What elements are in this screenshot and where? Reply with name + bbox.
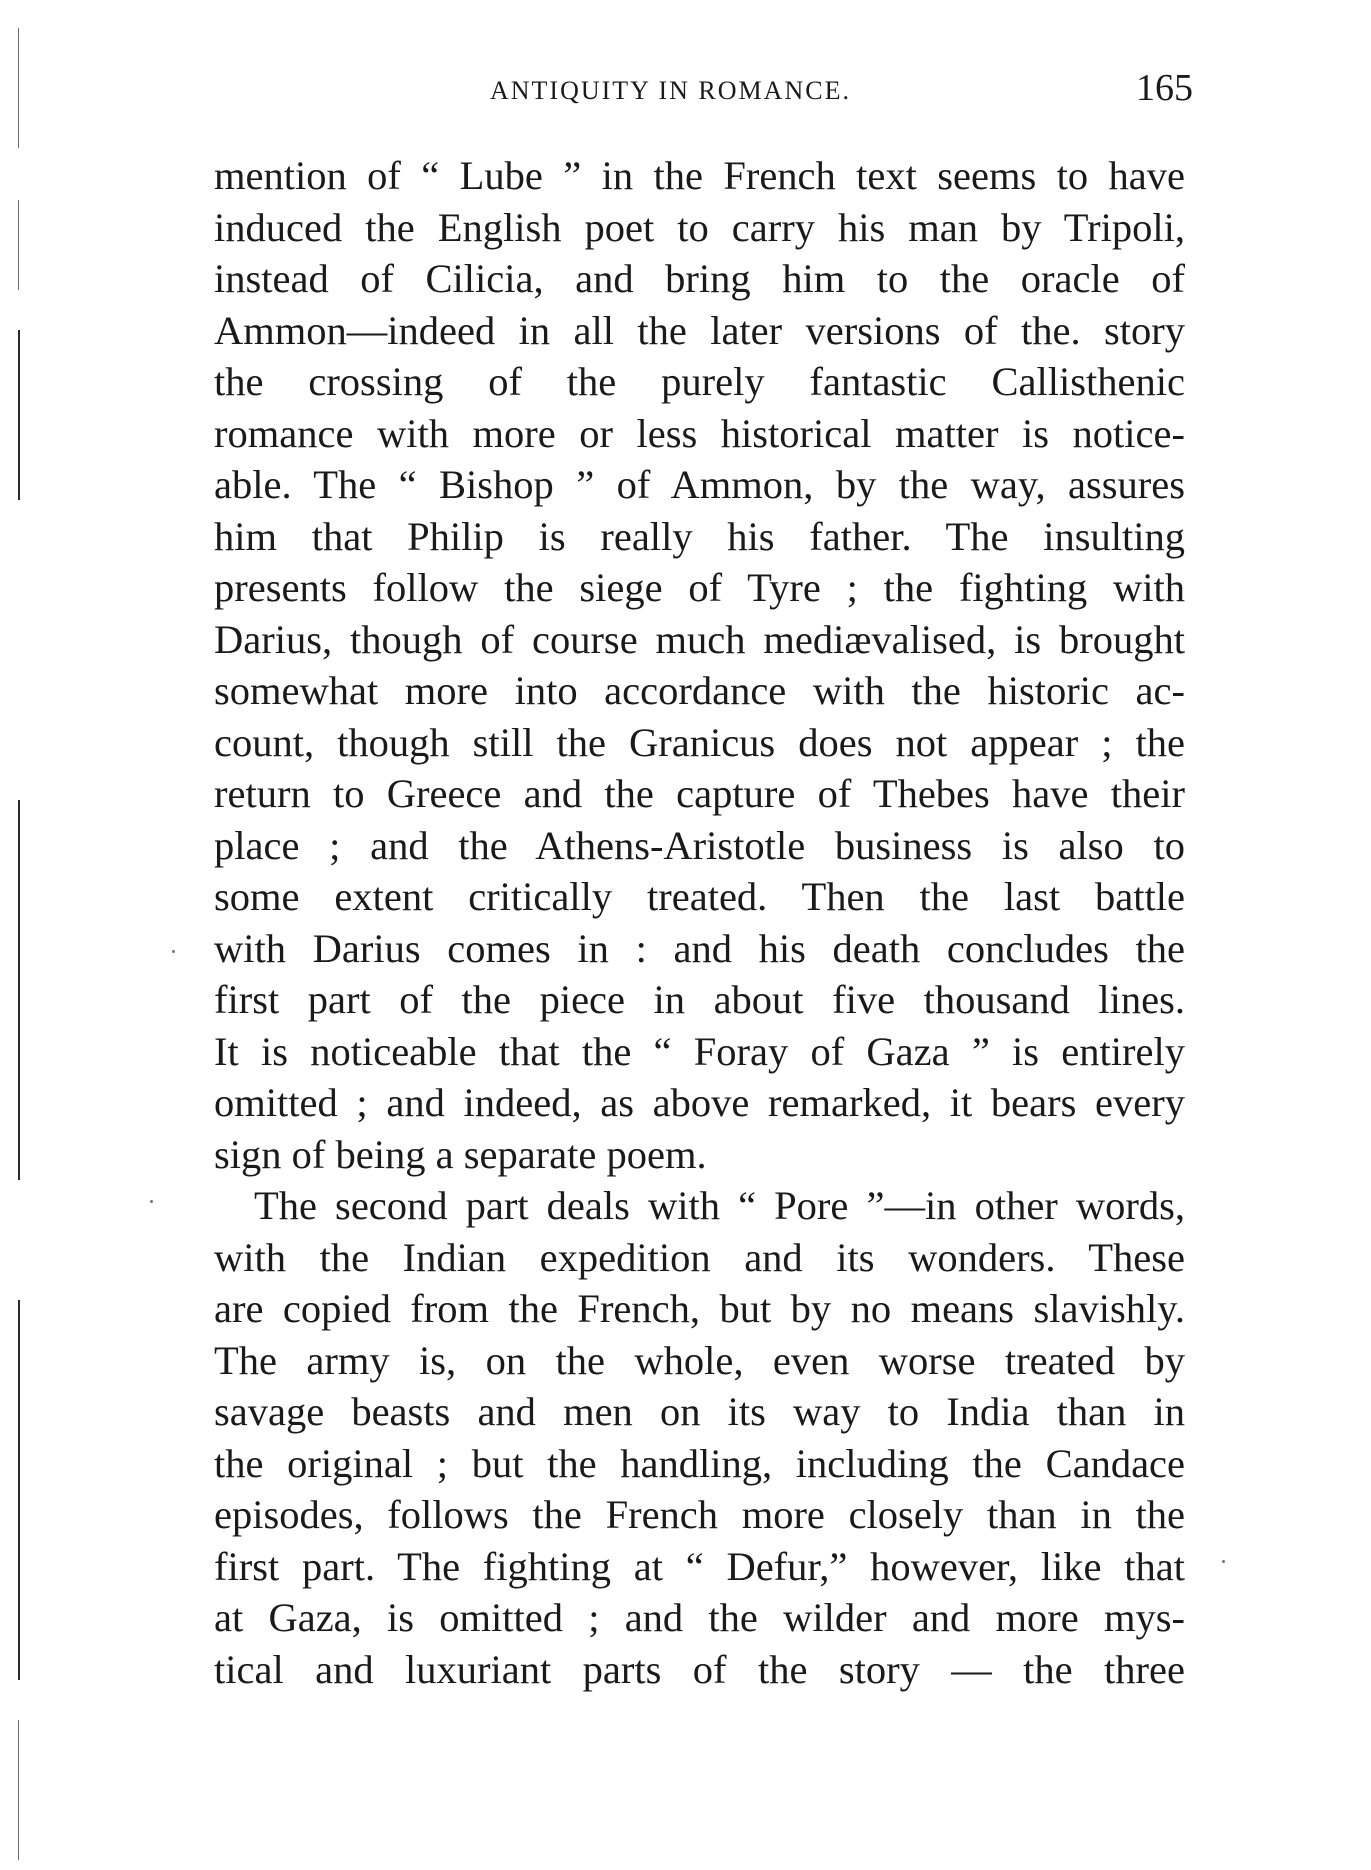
text-line: romance with more or less historical matter is notice-	[214, 410, 1185, 456]
text-line: the original ; but the handling, including the Candace	[214, 1440, 1185, 1486]
text-line: Darius, though of course much mediævalised, is brought	[214, 616, 1185, 662]
binding-edge-mark	[18, 200, 19, 290]
text-line: episodes, follows the French more closely than in the	[214, 1492, 1185, 1537]
text-line: mention of “ Lube ” in the French text seems to have	[214, 153, 1185, 198]
page-header	[210, 66, 1193, 114]
text-line: omitted ; and indeed, as above remarked, it bears every	[214, 1080, 1185, 1125]
text-line: The army is, on the whole, even worse treated by	[214, 1337, 1185, 1383]
text-line: are copied from the French, but by no means slavishly.	[214, 1286, 1185, 1331]
text-line: at Gaza, is omitted ; and the wilder and more mys-	[214, 1595, 1185, 1640]
text-line: Ammon—indeed in all the later versions of the. story	[214, 307, 1185, 353]
text-line: instead of Cilicia, and bring him to the oracle of	[214, 256, 1185, 301]
running-title: ANTIQUITY IN ROMANCE.	[490, 76, 851, 105]
paragraph-2	[214, 1180, 1185, 1695]
text-line: tical and luxuriant parts of the story — the three	[214, 1646, 1185, 1692]
text-line: the crossing of the purely fantastic Callisthenic	[214, 359, 1185, 404]
text-line: induced the English poet to carry his man by Tripoli,	[214, 204, 1185, 250]
binding-edge-mark	[18, 1720, 19, 1860]
text-line: place ; and the Athens-Aristotle business is also to	[214, 822, 1185, 868]
text-line: return to Greece and the capture of Thebes have their	[214, 771, 1185, 816]
binding-edge-mark	[18, 800, 20, 1180]
text-line: him that Philip is really his father. The insulting	[214, 513, 1185, 559]
scan-speck	[172, 950, 175, 953]
text-line: with Darius comes in : and his death concludes the	[214, 925, 1185, 971]
text-line: The second part deals with “ Pore ”—in other words,	[254, 1183, 1185, 1228]
text-line: some extent critically treated. Then the last battle	[214, 874, 1185, 919]
text-line: first part. The fighting at “ Defur,” however, like that	[214, 1543, 1185, 1589]
text-line: sign of being a separate poem.	[214, 1131, 707, 1177]
binding-edge-mark	[18, 28, 19, 148]
body-text	[214, 150, 1185, 1695]
text-line: somewhat more into accordance with the historic ac-	[214, 668, 1185, 713]
text-line: presents follow the siege of Tyre ; the fighting with	[214, 565, 1185, 610]
page-number: 165	[1136, 67, 1193, 109]
binding-edge-mark	[18, 1300, 20, 1680]
text-line: first part of the piece in about five thousand lines.	[214, 977, 1185, 1022]
text-line: able. The “ Bishop ” of Ammon, by the way, assures	[214, 462, 1185, 507]
scan-speck	[1222, 1560, 1225, 1563]
binding-edge-mark	[18, 330, 20, 500]
text-line: savage beasts and men on its way to India than in	[214, 1389, 1185, 1434]
text-line: count, though still the Granicus does not appear ; the	[214, 719, 1185, 765]
scan-speck	[150, 1200, 153, 1203]
text-line: It is noticeable that the “ Foray of Gaza ” is entirely	[214, 1028, 1185, 1074]
paragraph-1	[214, 150, 1185, 1180]
text-line: with the Indian expedition and its wonders. These	[214, 1234, 1185, 1280]
